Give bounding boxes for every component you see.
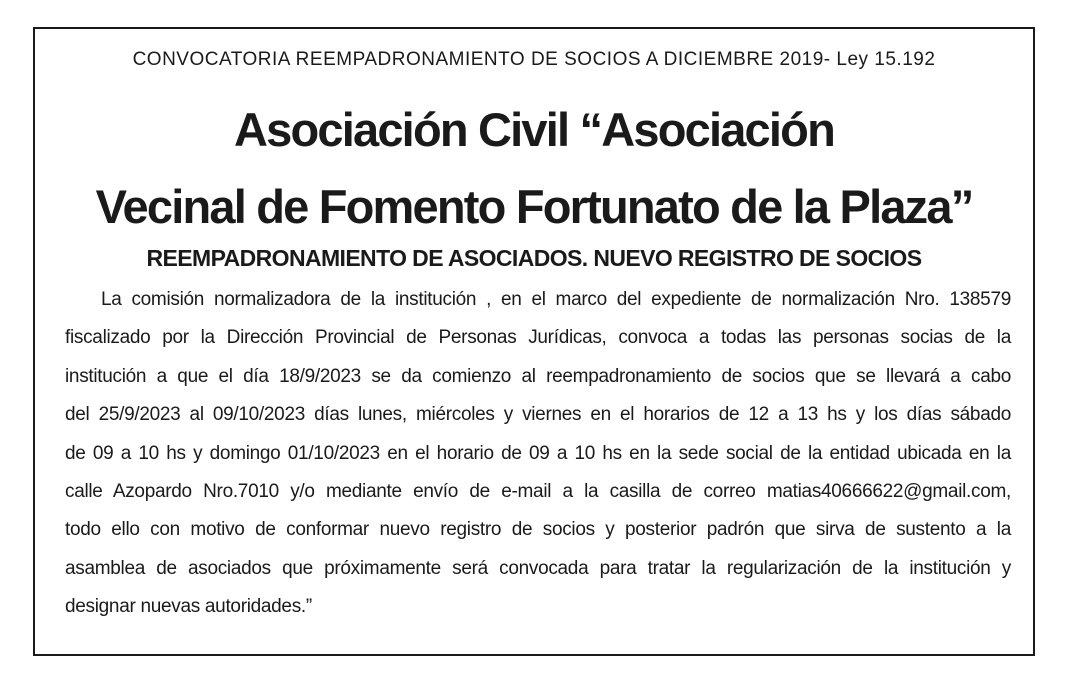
title-line-1: Asociación Civil “Asociación <box>234 103 834 156</box>
body-line: del 25/9/2023 al 09/10/2023 días lunes, miércoles y viernes en el horarios de 12 a 13 hs y los días sábado <box>65 404 1011 426</box>
notice-body <box>65 289 1011 635</box>
body-line: asamblea de asociados que próximamente será convocada para tratar la regularización de la institución y <box>65 557 1011 579</box>
body-line: La comisión normalizadora de la institución , en el marco del expediente de normalización Nro. 138579 <box>101 289 1011 310</box>
body-line: de 09 a 10 hs y domingo 01/10/2023 en el horario de 09 a 10 hs en la sede social de la entidad ubicada en la <box>65 442 1011 464</box>
body-line: calle Azopardo Nro.7010 y/o mediante envío de e-mail a la casilla de correo matias40666622@gmail.com, <box>65 480 1011 502</box>
body-line: institución a que el día 18/9/2023 se da comienzo al reempadronamiento de socios que se llevará a cabo <box>65 365 1011 387</box>
subtitle: REEMPADRONAMIENTO DE ASOCIADOS. NUEVO REGISTRO DE SOCIOS <box>146 245 922 271</box>
body-line: designar nuevas autoridades.” <box>65 596 312 618</box>
notice-frame <box>33 27 1035 656</box>
title-line-2: Vecinal de Fomento Fortunato de la Plaza” <box>95 180 973 233</box>
body-line: todo ello con motivo de conformar nuevo registro de socios y posterior padrón que sirva de sustento a la <box>65 519 1011 541</box>
notice-header: CONVOCATORIA REEMPADRONAMIENTO DE SOCIOS A DICIEMBRE 2019- Ley 15.192 <box>132 49 936 70</box>
body-line: fiscalizado por la Dirección Provincial de Personas Jurídicas, convoca a todas las personas socias de la <box>65 327 1011 349</box>
